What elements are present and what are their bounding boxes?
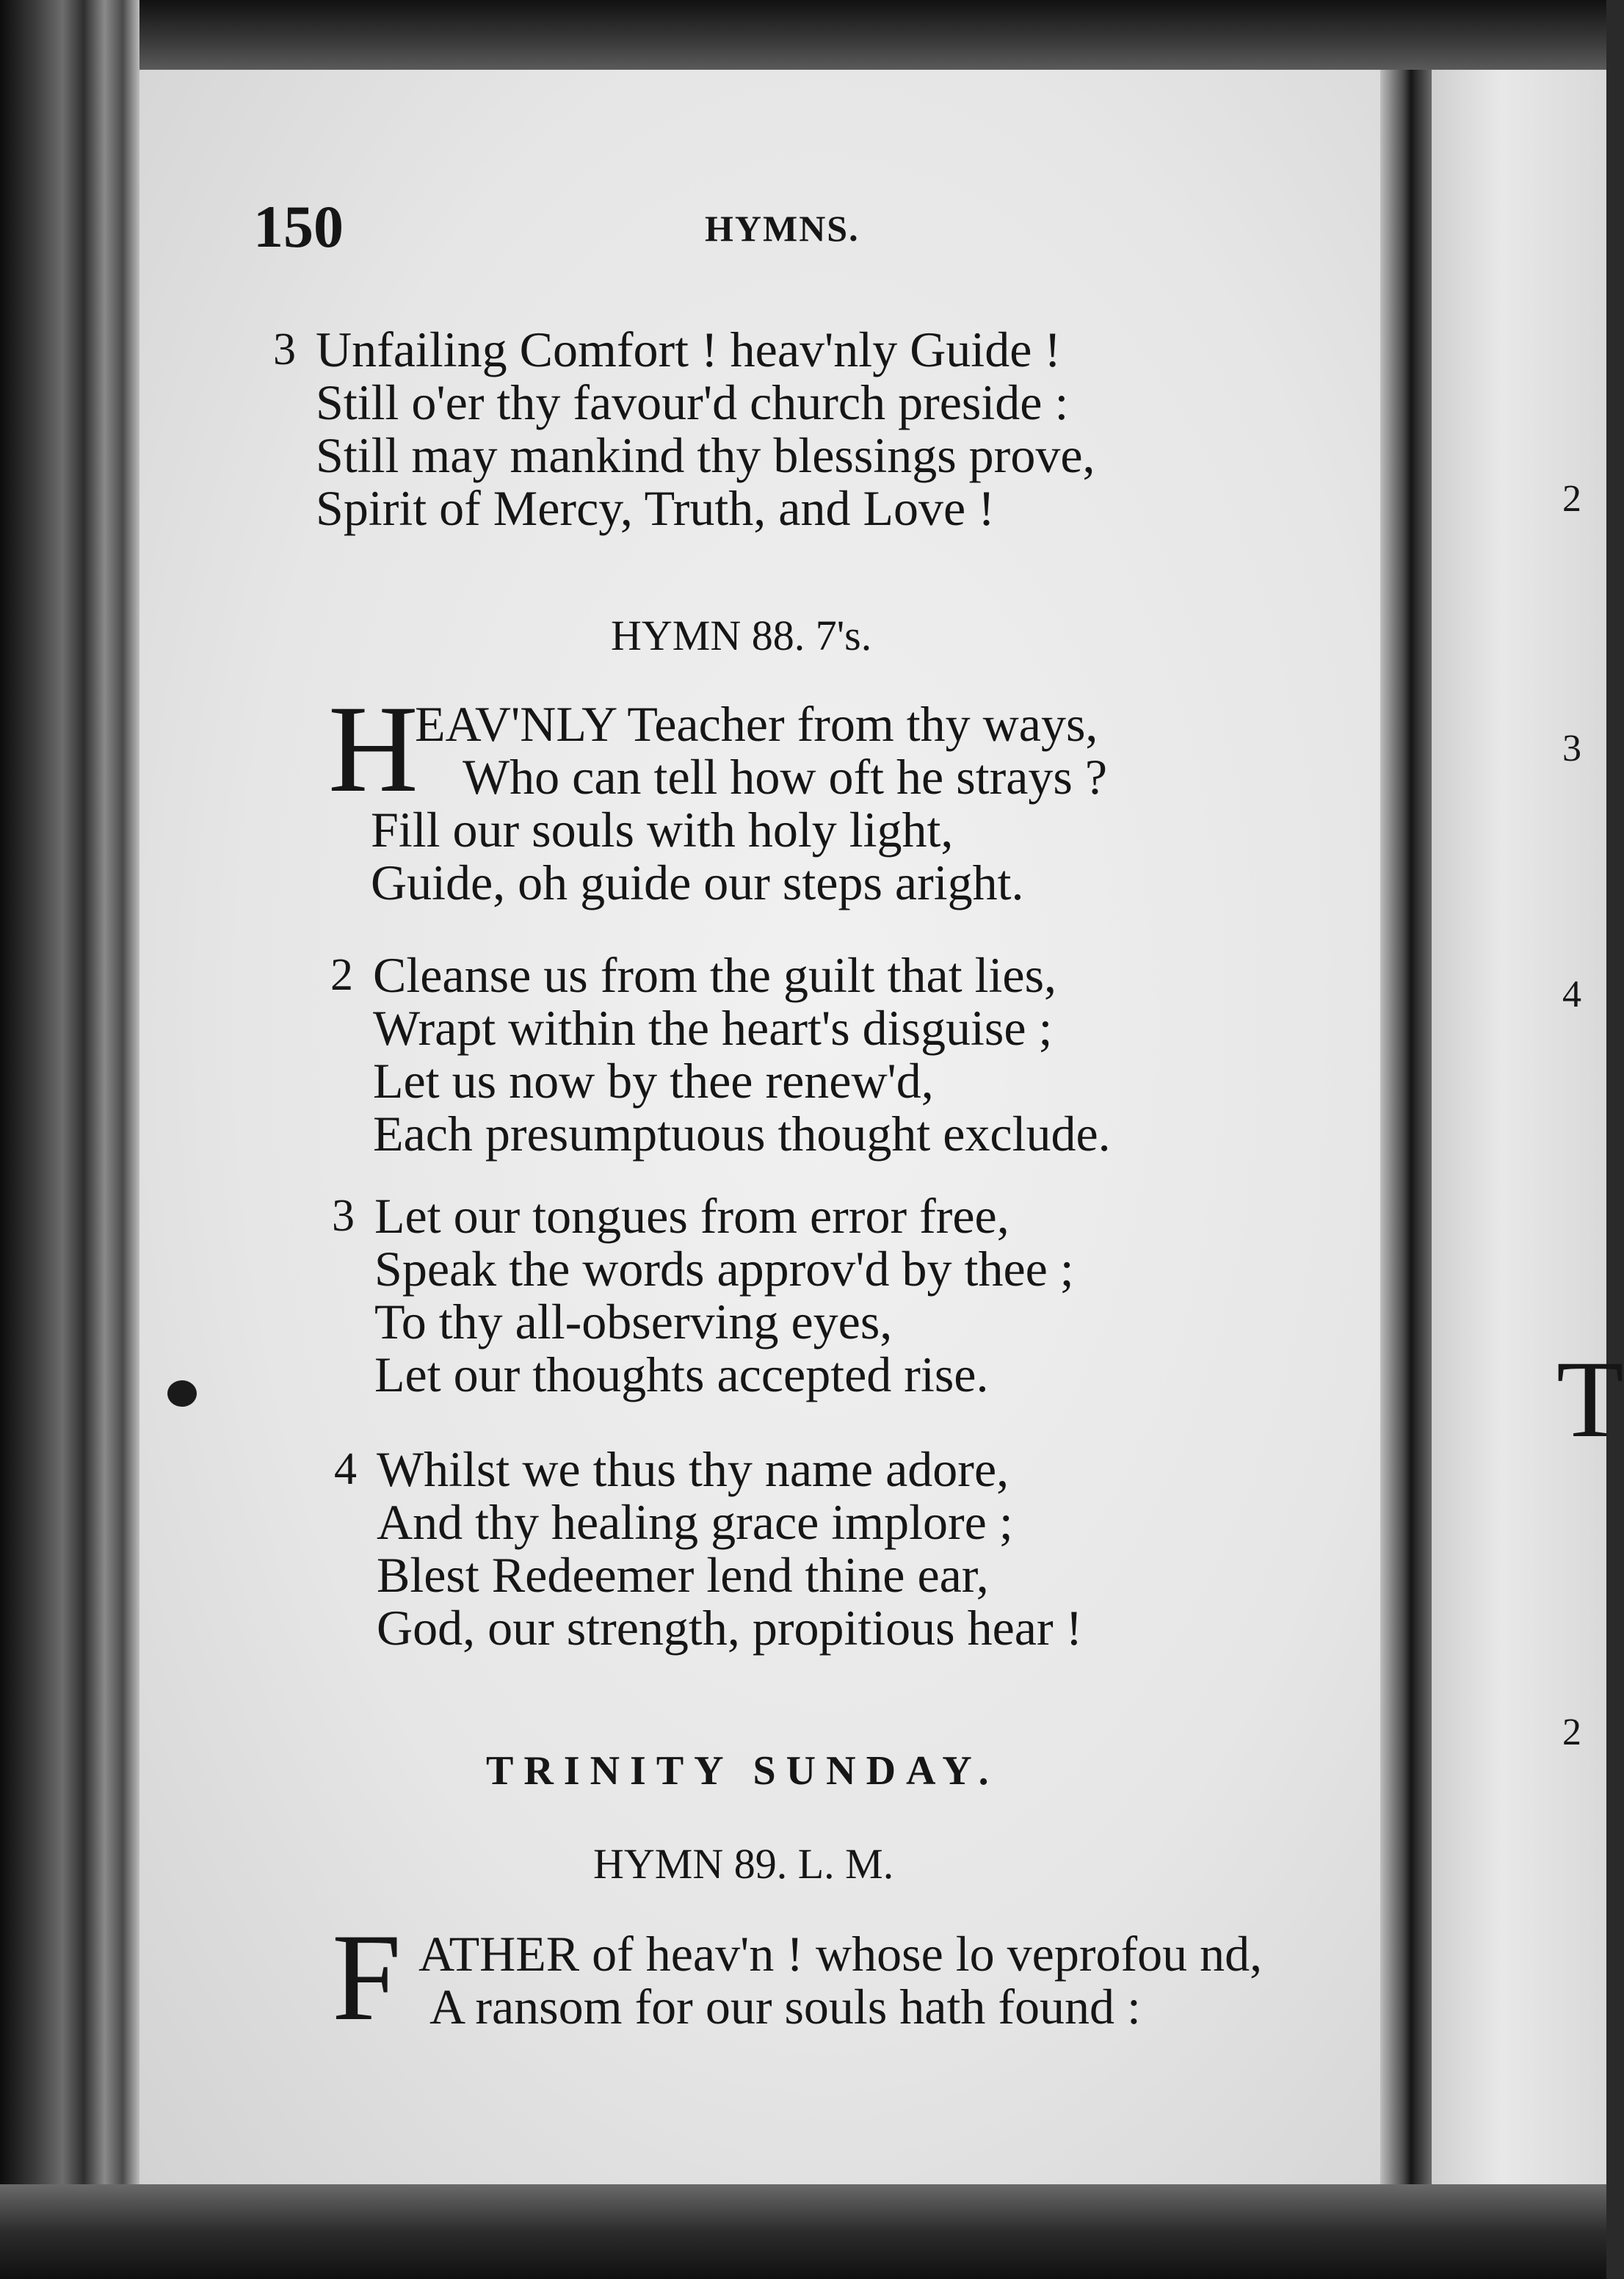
verse-line: EAV'NLY Teacher from thy ways,	[415, 696, 1098, 752]
verse-line: Cleanse us from the guilt that lies,	[373, 947, 1057, 1003]
verse-line: Still o'er thy favour'd church preside :	[316, 374, 1069, 430]
hymn88-drop-cap: H	[328, 680, 418, 818]
running-head: HYMNS.	[705, 208, 860, 249]
verse-line: Still may mankind thy blessings prove,	[316, 427, 1095, 483]
facing-page-drop-cap: T	[1556, 1338, 1624, 1460]
book-top-edge	[0, 0, 1606, 70]
verse-line: Whilst we thus thy name adore,	[377, 1441, 1009, 1497]
verse-line: Speak the words approv'd by thee ;	[374, 1241, 1074, 1297]
hymn88-verse-4	[334, 1441, 1083, 1656]
verse-line: Blest Redeemer lend thine ear,	[377, 1547, 989, 1603]
verse-number: 4	[334, 1444, 357, 1494]
verse-line: Who can tell how oft he strays ?	[463, 749, 1108, 805]
verse-line: A ransom for our souls hath found :	[429, 1979, 1141, 2035]
verse-line: To thy all-observing eyes,	[374, 1294, 893, 1349]
verse-line: Let us now by thee renew'd,	[373, 1053, 934, 1109]
verse-line: Wrapt within the heart's disguise ;	[373, 1000, 1053, 1056]
verse-number: 2	[330, 950, 353, 1000]
hymn88-heading: HYMN 88. 7's.	[611, 612, 872, 659]
facing-page-verse-number: 2	[1562, 1711, 1581, 1753]
facing-page-verse-number: 3	[1562, 728, 1581, 769]
hymn88-verse-2	[330, 947, 1111, 1162]
hymn89-verse-1-opening	[418, 1927, 1262, 2033]
hymn88-verse-1-opening	[415, 698, 1107, 803]
hymn89-drop-cap: F	[332, 1908, 402, 2046]
verse-line: Unfailing Comfort ! heav'nly Guide !	[316, 322, 1062, 377]
hymn87-verse-3	[273, 322, 1095, 536]
page-gutter	[1380, 70, 1432, 2184]
verse-line: Fill our souls with holy light,	[371, 802, 954, 858]
section-title: TRINITY SUNDAY.	[486, 1748, 999, 1794]
verse-line: Spirit of Mercy, Truth, and Love !	[316, 480, 995, 536]
verse-line: God, our strength, propitious hear !	[377, 1600, 1083, 1656]
verse-line: And thy healing grace implore ;	[377, 1494, 1013, 1550]
facing-page-verse-number: 2	[1562, 478, 1581, 520]
verse-line: Let our tongues from error free,	[374, 1188, 1009, 1244]
book-bottom-edge	[0, 2184, 1606, 2279]
facing-page-verse-number: 4	[1562, 974, 1581, 1015]
verse-number: 3	[332, 1191, 355, 1241]
facing-page-edge	[1432, 70, 1606, 2184]
hymn88-verse-1-rest	[371, 803, 1024, 909]
verse-number: 3	[273, 325, 296, 374]
book-spine-edge	[0, 0, 139, 2279]
verse-line: ATHER of heav'n ! whose lo veprofou nd,	[418, 1926, 1263, 1982]
verse-line: Let our thoughts accepted rise.	[374, 1347, 989, 1402]
hymn89-heading: HYMN 89. L. M.	[593, 1840, 894, 1888]
page-number: 150	[253, 193, 344, 260]
ink-blot	[167, 1380, 197, 1407]
hymn88-verse-3	[332, 1188, 1074, 1402]
verse-line: Guide, oh guide our steps aright.	[371, 855, 1024, 910]
verse-line: Each presumptuous thought exclude.	[373, 1106, 1111, 1162]
